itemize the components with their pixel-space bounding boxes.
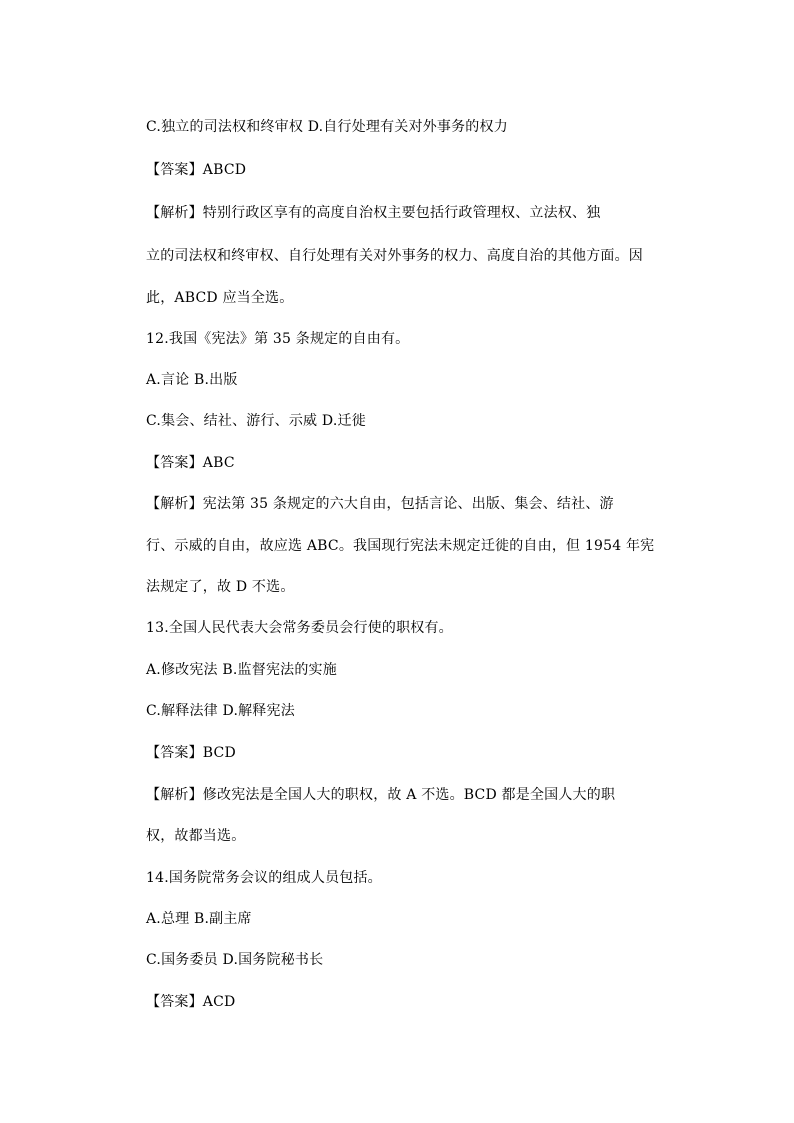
- analysis-line: 立的司法权和终审权、自行处理有关对外事务的权力、高度自治的其他方面。因: [146, 248, 643, 264]
- analysis-line: 【解析】修改宪法是全国人大的职权，故 A 不选。BCD 都是全国人大的职: [146, 787, 616, 803]
- question-line: 14.国务院常务会议的组成人员包括。: [146, 870, 382, 886]
- option-line: C.解释法律 D.解释宪法: [146, 703, 295, 719]
- analysis-line: 法规定了，故 D 不选。: [146, 579, 295, 595]
- analysis-line: 权，故都当选。: [146, 828, 246, 844]
- answer-line: 【答案】ABCD: [146, 162, 247, 178]
- question-line: 13.全国人民代表大会常务委员会行使的职权有。: [146, 620, 453, 636]
- answer-line: 【答案】ACD: [146, 994, 236, 1010]
- answer-line: 【答案】BCD: [146, 745, 236, 761]
- analysis-line: 行、示威的自由，故应选 ABC。我国现行宪法未规定迁徙的自由，但 1954 年宪: [146, 538, 655, 554]
- analysis-line: 【解析】特别行政区享有的高度自治权主要包括行政管理权、立法权、独: [146, 205, 601, 221]
- analysis-line: 【解析】宪法第 35 条规定的六大自由，包括言论、出版、集会、结社、游: [146, 496, 614, 512]
- answer-line: 【答案】ABC: [146, 455, 235, 471]
- question-line: 12.我国《宪法》第 35 条规定的自由有。: [146, 331, 410, 347]
- analysis-line: 此，ABCD 应当全选。: [146, 290, 294, 306]
- option-line: A.总理 B.副主席: [146, 911, 252, 927]
- option-line: C.国务委员 D.国务院秘书长: [146, 952, 324, 968]
- option-line: A.言论 B.出版: [146, 372, 238, 388]
- option-line: C.集会、结社、游行、示威 D.迁徙: [146, 413, 366, 429]
- option-line: A.修改宪法 B.监督宪法的实施: [146, 662, 337, 678]
- option-line: C.独立的司法权和终审权 D.自行处理有关对外事务的权力: [146, 119, 508, 135]
